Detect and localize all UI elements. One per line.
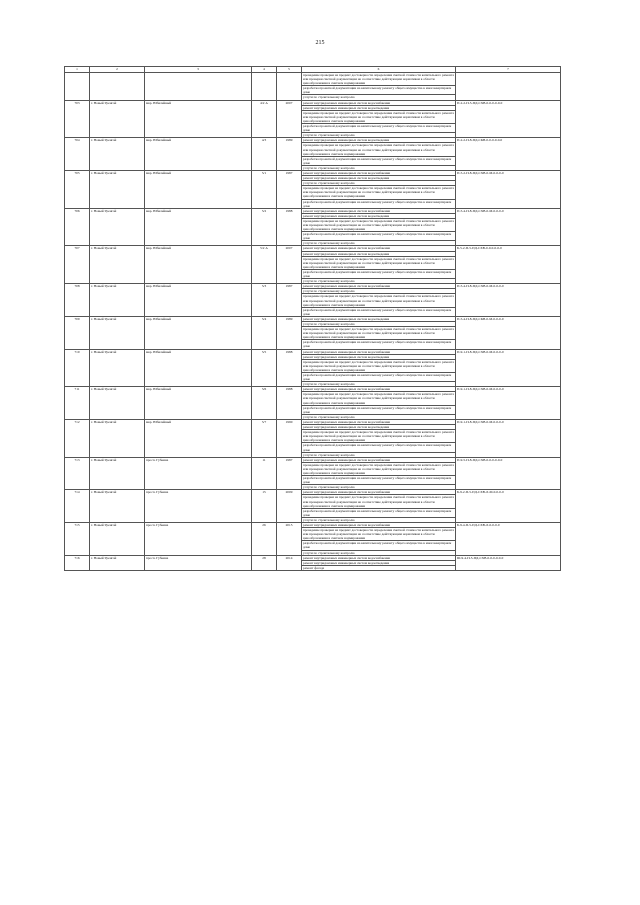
- cell-city: г. Новый Уренгой: [90, 138, 145, 171]
- cell-year: 2015: [277, 523, 302, 556]
- cell-num: 711: [65, 387, 90, 420]
- cell-work: разработка проектной документации на капитальному ремонту общего имущества в многоквартирном доме: [302, 508, 456, 517]
- cell-work: ремонт внутридомовых инженерных систем водоотведения: [302, 138, 456, 143]
- cell-house: [252, 73, 277, 101]
- cell-work: проведение проверки на предмет достоверности определения сметной стоимости капитального ремонта или проверки сметной документации на соответствие действующим нормативам в области ценообразования в сметном нормировании: [303, 528, 454, 541]
- cell-year: 2007: [277, 100, 302, 138]
- cell-num: 714: [65, 490, 90, 523]
- cell-year: 1987: [277, 170, 302, 208]
- cell-code: Б-9-4-П-5-ПД-СХВ-Л-0-0-0-0: [456, 523, 561, 556]
- cell-street: мкр. Юбилейный: [145, 246, 252, 284]
- cell-work: ремонт внутридомовых инженерных систем водоснабжения: [302, 555, 456, 560]
- cell-work: разработка проектной документации на капитальному ремонту общего имущества в многоквартирном доме: [302, 86, 456, 95]
- cell-work: ремонт внутридомовых инженерных систем водоснабжения: [302, 419, 456, 424]
- table-row: [65, 457, 561, 462]
- cell-num: 713: [65, 457, 90, 490]
- cell-work: разработка проектной документации на капитальному ремонту общего имущества в многоквартирном доме: [302, 405, 456, 414]
- cell-work: ремонт внутридомовых инженерных систем водоснабжения: [302, 387, 456, 392]
- cell-street: мкр. Юбилейный: [145, 138, 252, 171]
- table-row: [65, 419, 561, 424]
- capital-repair-table: [64, 66, 561, 571]
- cell-city: г. Новый Уренгой: [90, 387, 145, 420]
- cell-street: мкр. Юбилейный: [145, 100, 252, 138]
- cell-street: просп. Губкина: [145, 490, 252, 523]
- cell-city: г. Новый Уренгой: [90, 419, 145, 457]
- cell-house: 5/6: [252, 387, 277, 420]
- header-cell: 2: [90, 67, 145, 73]
- cell-work: ремонт внутридомовых инженерных систем водоотведения: [302, 560, 456, 565]
- cell-work: ремонт внутридомовых инженерных систем водоотведения: [302, 354, 456, 359]
- cell-work: ремонт внутридомовых инженерных систем водоснабжения: [302, 284, 456, 289]
- cell-code: П-2-2-П-5-ПД-СХВ-0-0-0-0-0-0: [456, 100, 561, 138]
- table-row: [65, 284, 561, 289]
- cell-work: проведение проверки на предмет достоверности определения сметной стоимости капитального ремонта или проверки сметной документации на соответствие действующим нормативам в области ценообразования в сметном нормировании: [303, 392, 454, 405]
- cell-num: 704: [65, 138, 90, 171]
- cell-work: услуги по строительному контролю: [302, 95, 456, 100]
- cell-work: ремонт внутридомовых инженерных систем водоснабжения: [302, 457, 456, 462]
- cell-num: [65, 73, 90, 101]
- cell-work: услуги по строительному контролю: [302, 550, 456, 555]
- cell-code: П-5-4-П-8-ПД-СХВ-0-М-0-0-0-0: [456, 284, 561, 317]
- cell-num: 709: [65, 316, 90, 349]
- cell-city: г. Новый Уренгой: [90, 100, 145, 138]
- cell-work: проведение проверки на предмет достоверности определения сметной стоимости капитального ремонта или проверки сметной документации на соответствие действующим нормативам в области ценообразования в сметном нормировании: [303, 294, 454, 307]
- cell-street: мкр. Юбилейный: [145, 349, 252, 387]
- cell-work: разработка проектной документации на капитальному ремонту общего имущества в многоквартирном доме: [302, 232, 456, 241]
- cell-year: 1990: [277, 419, 302, 457]
- cell-num: 712: [65, 419, 90, 457]
- cell-num: 708: [65, 284, 90, 317]
- cell-work: ремонт внутридомовых инженерных систем водоотведения: [302, 213, 456, 218]
- cell-house: 5/3: [252, 284, 277, 317]
- cell-code: Б-9-2-П-5-ПД-СХВ-Л-М-0-0-0-0: [456, 490, 561, 523]
- cell-work: проведение проверки на предмет достоверности определения сметной стоимости капитального ремонта или проверки сметной документации на соответствие действующим нормативам в области ценообразования в сметном нормировании: [303, 327, 454, 340]
- cell-num: 716: [65, 555, 90, 570]
- cell-work: услуги по строительному контролю: [302, 517, 456, 522]
- cell-num: 715: [65, 523, 90, 556]
- cell-street: мкр. Юбилейный: [145, 387, 252, 420]
- cell-house: 28: [252, 555, 277, 570]
- cell-year: [277, 73, 302, 101]
- table-row: [65, 349, 561, 354]
- cell-work: разработка проектной документации на капитальному ремонту общего имущества в многоквартирном доме: [302, 269, 456, 278]
- cell-code: П-5-4-П-8-ПД-СКВ-0-М-0-0-0-0: [456, 316, 561, 349]
- header-cell: 1: [65, 67, 90, 73]
- header-cell: 6: [302, 67, 456, 73]
- cell-year: 2009: [277, 490, 302, 523]
- cell-work: проведение проверки на предмет достоверности определения сметной стоимости капитального ремонта или проверки сметной документации на соответствие действующим нормативам в области ценообразования в сметном нормировании: [303, 256, 454, 269]
- cell-work: проведение проверки на предмет достоверности определения сметной стоимости капитального ремонта или проверки сметной документации на соответствие действующим нормативам в области ценообразования в сметном нормировании: [303, 430, 454, 443]
- cell-year: 2014: [277, 555, 302, 570]
- cell-work: услуги по строительному контролю: [302, 414, 456, 419]
- cell-code: П-9-1-П-8-ПД-СХВ-0-М-0-0-0-0: [456, 349, 561, 387]
- cell-work: ремонт внутридомовых инженерных систем водоснабжения: [302, 349, 456, 354]
- cell-work: проведение проверки на предмет достоверности определения сметной стоимости капитального ремонта или проверки сметной документации на соответствие действующим нормативам в области ценообразования в сметном нормировании: [303, 143, 454, 156]
- cell-work: разработка проектной документации на капитальному ремонту общего имущества в многоквартирном доме: [302, 124, 456, 133]
- header-cell: 7: [456, 67, 561, 73]
- cell-work: услуги по строительному контролю: [302, 485, 456, 490]
- cell-work: проведение проверки на предмет достоверности определения сметной стоимости капитального ремонта или проверки сметной документации на соответствие действующим нормативам в области ценообразования в сметном нормировании: [303, 495, 454, 508]
- cell-work: ремонт внутридомовых инженерных систем водоотведения: [302, 105, 456, 110]
- table-body: [65, 73, 561, 571]
- cell-street: [145, 73, 252, 101]
- cell-work: ремонт внутридомовых инженерных систем водоснабжения: [302, 490, 456, 495]
- cell-num: 706: [65, 208, 90, 246]
- cell-street: мкр. Юбилейный: [145, 170, 252, 208]
- table-row: [65, 100, 561, 105]
- cell-num: 705: [65, 170, 90, 208]
- cell-work: ремонт внутридомовых инженерных систем водоснабжения: [302, 100, 456, 105]
- cell-street: мкр. Юбилейный: [145, 316, 252, 349]
- cell-work: услуги по строительному контролю: [302, 452, 456, 457]
- cell-street: мкр. Юбилейный: [145, 284, 252, 317]
- cell-work: ремонт внутридомовых инженерных систем водоснабжения: [302, 523, 456, 528]
- cell-code: П-9-5-П-8-ПД-СХВ-0-0-0-0-0-0: [456, 457, 561, 490]
- cell-work: услуги по строительному контролю: [302, 165, 456, 170]
- cell-house: 5/7: [252, 419, 277, 457]
- cell-work: проведение проверки на предмет достоверности определения сметной стоимости капитального ремонта или проверки сметной документации на соответствие действующим нормативам в области ценообразования в сметном нормировании: [303, 359, 454, 372]
- cell-house: 5/4: [252, 316, 277, 349]
- cell-code: [456, 73, 561, 101]
- cell-house: 26: [252, 523, 277, 556]
- cell-street: просп. Губкина: [145, 523, 252, 556]
- cell-house: 5/2: [252, 208, 277, 246]
- cell-street: мкр. Юбилейный: [145, 208, 252, 246]
- header-cell: 3: [145, 67, 252, 73]
- table-row: [65, 555, 561, 560]
- cell-work: ремонт внутридомовых инженерных систем водоотведения: [302, 425, 456, 430]
- cell-work: услуги по строительному контролю: [302, 321, 456, 326]
- cell-city: г. Новый Уренгой: [90, 170, 145, 208]
- cell-year: 1988: [277, 349, 302, 387]
- cell-work: услуги по строительному контролю: [302, 279, 456, 284]
- cell-work: услуги по строительному контролю: [302, 382, 456, 387]
- cell-city: г. Новый Уренгой: [90, 208, 145, 246]
- cell-num: 710: [65, 349, 90, 387]
- cell-num: 703: [65, 100, 90, 138]
- table-row: [65, 523, 561, 528]
- cell-work: разработка проектной документации на капитальному ремонту общего имущества в многоквартирном доме: [302, 199, 456, 208]
- cell-work: разработка проектной документации на капитальному ремонту общего имущества в многоквартирном доме: [302, 476, 456, 485]
- header-cell: 4: [252, 67, 277, 73]
- cell-work: разработка проектной документации на капитальному ремонту общего имущества в многоквартирном доме: [302, 373, 456, 382]
- cell-work: услуги по строительному контролю: [302, 289, 456, 294]
- cell-code: П-9-1-П-8-ПД-СХВ-0-М-0-0-0-0: [456, 387, 561, 420]
- cell-work: проведение проверки на предмет достоверности определения сметной стоимости капитального ремонта или проверки сметной документации на соответствие действующим нормативам в области ценообразования в сметном нормировании: [303, 462, 454, 475]
- table-row: [65, 387, 561, 392]
- cell-street: мкр. Юбилейный: [145, 419, 252, 457]
- cell-city: г. Новый Уренгой: [90, 490, 145, 523]
- cell-work: ремонт внутридомовых инженерных систем водоснабжения: [302, 246, 456, 251]
- cell-work: разработка проектной документации на капитальному ремонту общего имущества в многоквартирном доме: [302, 340, 456, 349]
- cell-work: ремонт внутридомовых инженерных систем водоснабжения: [302, 208, 456, 213]
- table-row: [65, 316, 561, 321]
- table-row: [65, 208, 561, 213]
- cell-work: проведение проверки на предмет достоверности определения сметной стоимости капитального ремонта или проверки сметной документации на соответствие действующим нормативам в области ценообразования в сметном нормировании: [303, 218, 454, 232]
- cell-code: П-5-4-П-8-ПД-СХВ-0-М-0-0-0-0: [456, 208, 561, 246]
- cell-street: просп. Губкина: [145, 555, 252, 570]
- cell-house: 4/2 А: [252, 100, 277, 138]
- cell-work: ремонт внутридомовых инженерных систем водоотведения: [302, 251, 456, 256]
- cell-work: проведение проверки на предмет достоверности определения сметной стоимости капитального ремонта или проверки сметной документации на соответствие действующим нормативам в области ценообразования в сметном нормировании: [303, 110, 454, 123]
- cell-work: ремонт внутридомовых инженерных систем водоснабжения: [302, 170, 456, 175]
- table-row: [65, 73, 561, 86]
- cell-code: П-9-1-П-8-ПД-СХВ-0-М-0-0-0-0: [456, 419, 561, 457]
- cell-city: г. Новый Уренгой: [90, 349, 145, 387]
- table-row: [65, 246, 561, 251]
- cell-work: услуги по строительному контролю: [302, 241, 456, 246]
- cell-code: П-5-2-П-8-ПД-СХВ-0-М-0-0-0-0: [456, 170, 561, 208]
- cell-house: 15: [252, 490, 277, 523]
- cell-work: проведение проверки на предмет достоверности определения сметной стоимости капитального ремонта или проверки сметной документации на соответствие действующим нормативам в области ценообразования в сметном нормировании: [303, 73, 454, 86]
- cell-code: Б-5-2-П-5-ПД-СХВ-0-0-0-0-0-0: [456, 246, 561, 284]
- cell-year: 1988: [277, 208, 302, 246]
- cell-year: 1987: [277, 284, 302, 317]
- cell-house: 5/5: [252, 349, 277, 387]
- cell-year: 1989: [277, 138, 302, 171]
- cell-house: 5/2 А: [252, 246, 277, 284]
- cell-work: услуги по строительному контролю: [302, 181, 456, 186]
- cell-house: 4/3: [252, 138, 277, 171]
- page-number: 215: [315, 40, 325, 46]
- cell-city: [90, 73, 145, 101]
- cell-work: разработка проектной документации на капитальному ремонту общего имущества в многоквартирном доме: [302, 307, 456, 316]
- cell-year: 1987: [277, 457, 302, 490]
- cell-year: 1989: [277, 316, 302, 349]
- cell-year: 1988: [277, 387, 302, 420]
- cell-city: г. Новый Уренгой: [90, 284, 145, 317]
- cell-street: просп. Губкина: [145, 457, 252, 490]
- cell-num: 707: [65, 246, 90, 284]
- table-row: [65, 170, 561, 175]
- cell-work: разработка проектной документации на капитальному ремонту общего имущества в многоквартирном доме: [302, 156, 456, 165]
- table-row: [65, 138, 561, 143]
- table-row: [65, 490, 561, 495]
- cell-city: г. Новый Уренгой: [90, 246, 145, 284]
- cell-city: г. Новый Уренгой: [90, 316, 145, 349]
- cell-work: ремонт внутридомовых инженерных систем водоотведения: [302, 176, 456, 181]
- cell-work: услуги по строительному контролю: [302, 133, 456, 138]
- cell-work: разработка проектной документации на капитальному ремонту общего имущества в многоквартирном доме: [302, 541, 456, 550]
- cell-code: Ш-9-4-П-5-ПД-СХВ-0-0-0-0-0-0: [456, 555, 561, 570]
- cell-work: проведение проверки на предмет достоверности определения сметной стоимости капитального ремонта или проверки сметной документации на соответствие действующим нормативам в области ценообразования в сметном нормировании: [303, 186, 454, 199]
- header-cell: 5: [277, 67, 302, 73]
- cell-house: 5/1: [252, 170, 277, 208]
- cell-city: г. Новый Уренгой: [90, 457, 145, 490]
- cell-city: г. Новый Уренгой: [90, 523, 145, 556]
- cell-work: ремонт фасада: [302, 565, 456, 570]
- cell-work: разработка проектной документации на капитальному ремонту общего имущества в многоквартирном доме: [302, 443, 456, 452]
- cell-year: 2007: [277, 246, 302, 284]
- cell-code: П-2-2-П-8-ПД-СКВ-0-0-0-0-0-0: [456, 138, 561, 171]
- cell-work: ремонт внутридомовых инженерных систем водоотведения: [302, 316, 456, 321]
- cell-city: г. Новый Уренгой: [90, 555, 145, 570]
- cell-house: 11: [252, 457, 277, 490]
